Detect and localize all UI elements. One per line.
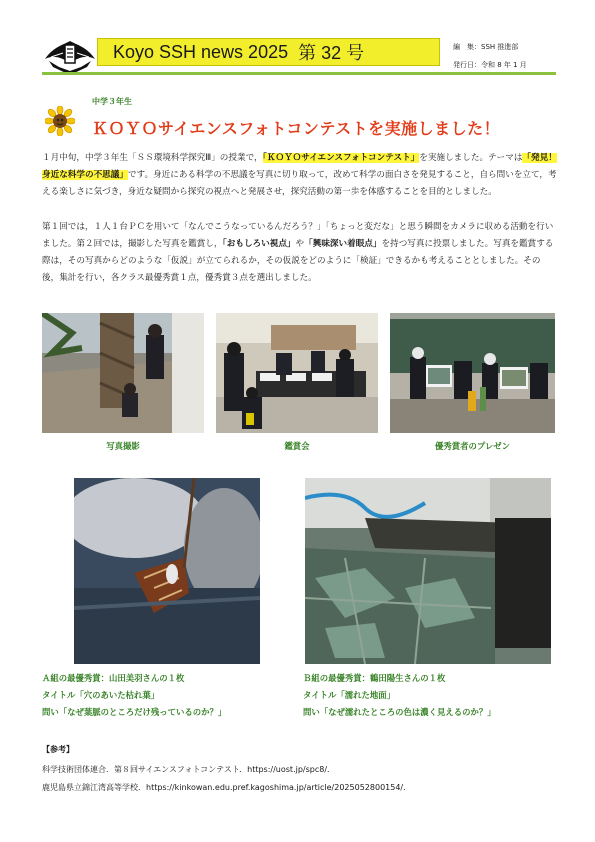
sunflower-icon — [45, 106, 75, 136]
school-emblem-icon — [43, 37, 97, 75]
header-divider — [42, 72, 556, 75]
text-run: です。身近にある科学の不思議を写真に切り取って，改めて科学の面白さを発見すること，自ら問いを立て，考える楽しさに気づき，身近な疑問から探究の視点へと発展させ，探究活動の第一歩を体感することを目的としました。 — [42, 170, 557, 197]
award-a-question: 問い「なぜ葉脈のところだけ残っているのか？」 — [42, 707, 227, 717]
highlighted-text: 「ＫＯＹＯサイエンスフォトコンテスト」 — [262, 153, 420, 163]
highlighted-text: 「発見！身近な科学の不思議」 — [42, 153, 557, 180]
text-run: １月中旬，中学３年生「ＳＳ環境科学探究Ⅲ」の授業で， — [42, 153, 263, 163]
text-run: や — [295, 239, 305, 249]
newsletter-title-banner — [97, 38, 440, 66]
photo-taking-image — [42, 313, 204, 433]
reference-item-1[interactable]: 科学技術団体連合．第８回サイエンスフォトコンテスト．https://uost.jp/spc8/． — [42, 765, 336, 774]
editor-info: 編 集：SSH 推進部 — [453, 43, 519, 51]
newsletter-title: Koyo SSH news 2025 — [113, 41, 289, 62]
issue-number: 第 32 号 — [298, 43, 365, 63]
bold-text: 「興味深い着眼点」 — [304, 239, 382, 249]
reference-item-2[interactable]: 鹿児島県立錦江湾高等学校．https://kinkowan.edu.pref.kagoshima.jp/article/2025052800154/． — [42, 783, 412, 792]
photo-caption-3: 優秀賞者のプレゼン — [434, 441, 511, 451]
award-a-title: タイトル「穴のあいた枯れ葉」 — [42, 690, 160, 700]
article-title: ＫＯＹＯサイエンスフォトコンテストを実施しました！ — [92, 119, 501, 138]
presentation-image — [390, 313, 555, 433]
text-run: 第１回では，１人１台ＰＣを用いて「なんでこうなっているんだろう？」「ちょっと変だな」と思う瞬間をカメラに収める活動を行いました。第２回では，撮影した写真を鑑賞し， — [42, 222, 554, 249]
award-b-question: 問い「なぜ濡れたところの色は濃く見えるのか？」 — [303, 707, 496, 717]
article-paragraph-1 — [42, 150, 557, 201]
bold-text: 「おもしろい視点」 — [222, 239, 296, 249]
text-run: を持つ写真に投票しました。写真を鑑賞する際は，その写真からどのような「仮説」が立てられるか，その仮説をどのように「検証」できるかも考えることとしました。その後，集計を行い，各クラス最優秀賞１点，優秀賞３点を選出しました。 — [42, 239, 554, 283]
references-heading: 【参考】 — [42, 745, 74, 754]
award-photo-b-wet-ground — [305, 478, 551, 664]
photo-caption-1: 写真撮影 — [106, 441, 140, 451]
award-b-winner: Ｂ組の最優秀賞：鶴田陽生さんの１枚 — [303, 673, 446, 683]
article-grade-label: 中学３年生 — [92, 97, 132, 106]
award-photo-a-withered-leaf — [74, 478, 260, 664]
award-a-block — [42, 670, 226, 721]
publish-date: 発行日：令和 8 年 1 月 — [453, 61, 527, 69]
award-b-title: タイトル「濡れた地面」 — [303, 690, 395, 700]
award-b-block — [303, 670, 496, 721]
article-paragraph-2 — [42, 219, 557, 287]
text-run: を実施しました。テーマは — [419, 153, 523, 163]
viewing-session-image — [216, 313, 378, 433]
award-a-winner: Ａ組の最優秀賞：山田美羽さんの１枚 — [42, 673, 185, 683]
photo-caption-2: 鑑賞会 — [284, 441, 310, 451]
